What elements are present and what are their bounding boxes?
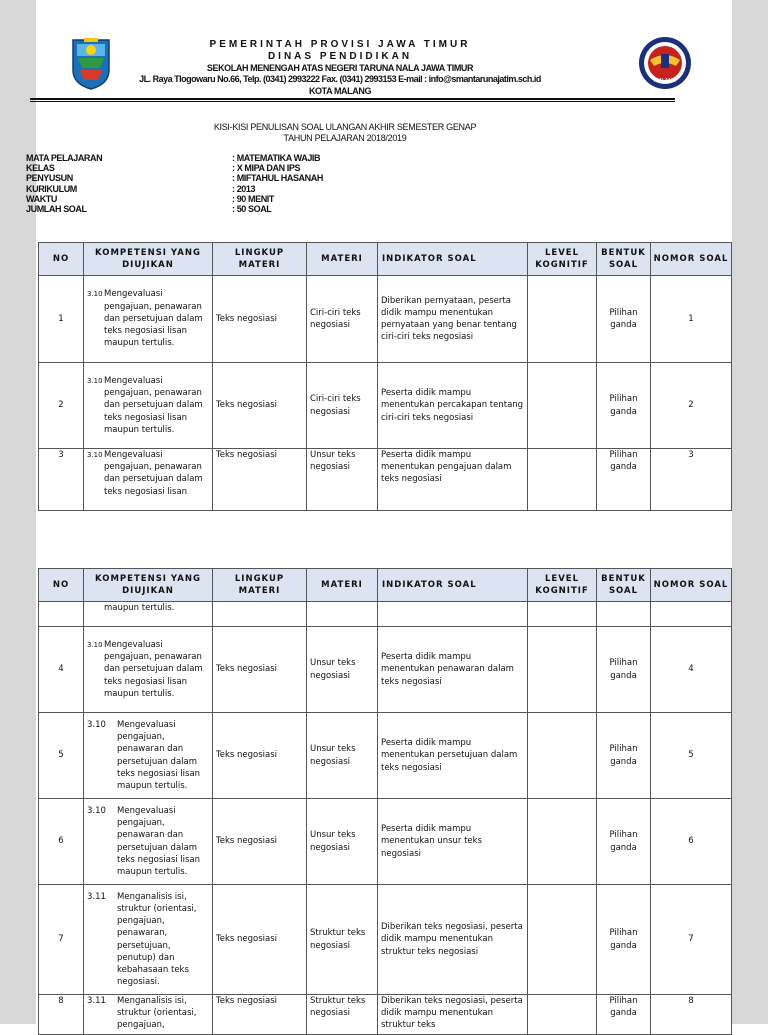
competency-code: 3.10: [87, 805, 106, 816]
indicator-cell: Peserta didik mampu menentukan persetujuan dalam teks negosiasi: [378, 713, 528, 799]
school-seal-logo: [638, 36, 692, 90]
material-cell: Unsur teks negosiasi: [307, 799, 378, 885]
scope-cell: Teks negosiasi: [213, 995, 307, 1035]
cognitive-level-cell: [528, 363, 597, 449]
continuation-cell: [307, 602, 378, 627]
header-rule-thin: [30, 101, 675, 102]
seal-text: MALANG: [654, 78, 676, 84]
continuation-cell: [597, 602, 651, 627]
row-number: 8: [39, 995, 84, 1035]
meta-value: : 2013: [232, 183, 256, 194]
indicator-cell: Peserta didik mampu menentukan percakapan tentang ciri-ciri teks negosiasi: [378, 363, 528, 449]
meta-label: PENYUSUN: [26, 173, 73, 184]
column-header: INDIKATOR SOAL: [378, 243, 528, 276]
continued-text: maupun tertulis.: [104, 603, 175, 613]
material-cell: Unsur teks negosiasi: [307, 713, 378, 799]
competency-text: Mengevaluasi pengajuan, penawaran dan persetujuan dalam teks negosiasi lisan maupun tertulis.: [104, 289, 203, 349]
document-title: KISI-KISI PENULISAN SOAL ULANGAN AKHIR SEMESTER GENAP: [213, 122, 477, 132]
table-row: [39, 363, 732, 449]
meta-label: WAKTU: [26, 193, 57, 204]
competency-text: Mengevaluasi pengajuan, penawaran dan persetujuan dalam teks negosiasi lisan maupun tertulis.: [104, 639, 203, 699]
table-row: [39, 713, 732, 799]
continuation-cell: [651, 602, 732, 627]
indicator-cell: Peserta didik mampu menentukan pengajuan dalam teks negosiasi: [378, 449, 528, 511]
material-cell: Struktur teks negosiasi: [307, 885, 378, 995]
kisi-kisi-table-1: [38, 242, 732, 511]
meta-row: [26, 163, 426, 173]
right-margin: [732, 0, 768, 1024]
column-header: NOMOR SOAL: [651, 243, 732, 276]
meta-row: [26, 173, 426, 183]
question-number-cell: 7: [651, 885, 732, 995]
table-header-row: [39, 569, 732, 602]
indicator-cell: Diberikan teks negosiasi, peserta didik mampu menentukan struktur teks negosiasi: [378, 885, 528, 995]
question-number-cell: 4: [651, 627, 732, 713]
header-rule-thick: [30, 98, 675, 100]
document-subtitle: TAHUN PELAJARAN 2018/2019: [283, 133, 407, 143]
table-row: [39, 799, 732, 885]
continuation-cell: [39, 602, 84, 627]
question-form-cell: Pilihan ganda: [597, 449, 651, 511]
header-department: DINAS PENDIDIKAN: [267, 51, 413, 62]
competency-cell: [84, 627, 213, 713]
continuation-cell: [528, 602, 597, 627]
competency-code: 3.10: [87, 640, 103, 649]
row-number: 6: [39, 799, 84, 885]
column-header: INDIKATOR SOAL: [378, 569, 528, 602]
continuation-cell: [84, 602, 213, 627]
cognitive-level-cell: [528, 276, 597, 363]
question-number-cell: 6: [651, 799, 732, 885]
table-row: [39, 449, 732, 511]
question-form-cell: Pilihan ganda: [597, 885, 651, 995]
meta-value: : MATEMATIKA WAJIB: [232, 153, 321, 163]
scope-cell: Teks negosiasi: [213, 276, 307, 363]
competency: [87, 805, 209, 878]
competency-cell: [84, 713, 213, 799]
competency-cell: [84, 449, 213, 511]
competency-text: Mengevaluasi pengajuan, penawaran dan persetujuan dalam teks negosiasi lisan maupun tertulis.: [117, 805, 201, 877]
column-header: NO: [39, 569, 84, 602]
competency-cell: [84, 885, 213, 995]
meta-row: [26, 184, 426, 194]
competency-cell: [84, 995, 213, 1035]
column-header: LEVEL KOGNITIF: [528, 243, 597, 276]
competency-code: 3.10: [87, 719, 106, 730]
column-header: MATERI: [307, 569, 378, 602]
table-row: [39, 276, 732, 363]
row-number: 3: [39, 449, 84, 511]
cognitive-level-cell: [528, 995, 597, 1035]
column-header: NO: [39, 243, 84, 276]
header-school: SEKOLAH MENENGAH ATAS NEGERI TARUNA NALA JAWA TIMUR: [206, 63, 474, 73]
competency-text: Menganalisis isi, struktur (orientasi, pengajuan, penawaran, persetujuan, penutup) dan kebahasaan teks negosiasi.: [117, 891, 197, 988]
question-form-cell: Pilihan ganda: [597, 995, 651, 1035]
competency: [87, 449, 209, 498]
indicator-cell: Peserta didik mampu menentukan unsur teks negosiasi: [378, 799, 528, 885]
indicator-cell: Diberikan pernyataan, peserta didik mampu menentukan pernyataan yang benar tentang ciri-ciri teks negosiasi: [378, 276, 528, 363]
row-number: 4: [39, 627, 84, 713]
material-cell: Unsur teks negosiasi: [307, 449, 378, 511]
competency-cell: [84, 276, 213, 363]
material-cell: Ciri-ciri teks negosiasi: [307, 363, 378, 449]
meta-value: : MIFTAHUL HASANAH: [232, 173, 323, 184]
indicator-cell: Peserta didik mampu menentukan penawaran dalam teks negosiasi: [378, 627, 528, 713]
competency-code: 3.11: [87, 891, 106, 902]
question-form-cell: Pilihan ganda: [597, 627, 651, 713]
row-number: 1: [39, 276, 84, 363]
question-number-cell: 5: [651, 713, 732, 799]
cognitive-level-cell: [528, 449, 597, 511]
competency-code: 3.11: [87, 996, 106, 1006]
competency: [87, 639, 209, 700]
column-header: BENTUK SOAL: [597, 569, 651, 602]
question-form-cell: Pilihan ganda: [597, 363, 651, 449]
competency: [87, 375, 209, 436]
column-header: KOMPETENSI YANG DIUJIKAN: [84, 569, 213, 602]
question-form-cell: Pilihan ganda: [597, 276, 651, 363]
scope-cell: Teks negosiasi: [213, 799, 307, 885]
meta-value: : 90 MENIT: [232, 193, 275, 204]
meta-value: : 50 SOAL: [232, 203, 272, 214]
cognitive-level-cell: [528, 799, 597, 885]
material-cell: Ciri-ciri teks negosiasi: [307, 276, 378, 363]
column-header: BENTUK SOAL: [597, 243, 651, 276]
meta-value: : X MIPA DAN IPS: [232, 163, 301, 174]
table-row: [39, 995, 732, 1035]
material-cell: Unsur teks negosiasi: [307, 627, 378, 713]
question-number-cell: 3: [651, 449, 732, 511]
column-header: LINGKUP MATERI: [213, 569, 307, 602]
header-address: JL. Raya Tlogowaru No.66, Telp. (0341) 2993222 Fax. (0341) 2993153 E-mail : info@smantarunajatim.sch.id: [139, 74, 541, 84]
column-header: NOMOR SOAL: [651, 569, 732, 602]
table-header-row: [39, 243, 732, 276]
table-row: [39, 627, 732, 713]
row-number: 5: [39, 713, 84, 799]
competency-cell: [84, 799, 213, 885]
row-number: 2: [39, 363, 84, 449]
meta-label: JUMLAH SOAL: [26, 203, 87, 214]
cognitive-level-cell: [528, 713, 597, 799]
competency-cell: [84, 363, 213, 449]
column-header: LINGKUP MATERI: [213, 243, 307, 276]
column-header: MATERI: [307, 243, 378, 276]
scope-cell: Teks negosiasi: [213, 885, 307, 995]
scope-cell: Teks negosiasi: [213, 627, 307, 713]
indicator-cell: Diberikan teks negosiasi, peserta didik mampu menentukan struktur teks: [378, 995, 528, 1035]
competency-code: 3.10: [87, 290, 103, 299]
competency-text: Mengevaluasi pengajuan, penawaran dan persetujuan dalam teks negosiasi lisan maupun tertulis.: [117, 719, 201, 791]
header-government: PEMERINTAH PROVISI JAWA TIMUR: [209, 39, 471, 50]
meta-row: [26, 204, 426, 214]
competency-text: Mengevaluasi pengajuan, penawaran dan persetujuan dalam teks negosiasi lisan: [104, 450, 203, 497]
continuation-cell: [213, 602, 307, 627]
question-number-cell: 2: [651, 363, 732, 449]
meta-label: MATA PELAJARAN: [26, 153, 103, 163]
competency-text: Mengevaluasi pengajuan, penawaran dan persetujuan dalam teks negosiasi lisan maupun tertulis.: [104, 375, 203, 435]
competency-code: 3.10: [87, 376, 103, 385]
competency: [87, 719, 209, 792]
header-city: KOTA MALANG: [308, 86, 372, 96]
meta-label: KELAS: [26, 163, 55, 174]
question-number-cell: 8: [651, 995, 732, 1035]
meta-label: KURIKULUM: [26, 183, 77, 194]
competency-text: Menganalisis isi, struktur (orientasi, pengajuan,: [117, 996, 197, 1031]
competency: [87, 995, 209, 1032]
competency: [87, 288, 209, 349]
meta-info: [26, 153, 426, 214]
kisi-kisi-table-2: [38, 568, 732, 1035]
cognitive-level-cell: [528, 885, 597, 995]
competency-code: 3.10: [87, 451, 103, 459]
row-number: 7: [39, 885, 84, 995]
question-form-cell: Pilihan ganda: [597, 799, 651, 885]
question-form-cell: Pilihan ganda: [597, 713, 651, 799]
column-header: LEVEL KOGNITIF: [528, 569, 597, 602]
competency: [87, 891, 209, 989]
question-number-cell: 1: [651, 276, 732, 363]
scope-cell: Teks negosiasi: [213, 449, 307, 511]
meta-row: [26, 194, 426, 204]
table-row: [39, 885, 732, 995]
cognitive-level-cell: [528, 627, 597, 713]
scope-cell: Teks negosiasi: [213, 363, 307, 449]
continuation-cell: [378, 602, 528, 627]
continuation-row: [39, 602, 732, 627]
column-header: KOMPETENSI YANG DIUJIKAN: [84, 243, 213, 276]
material-cell: Struktur teks negosiasi: [307, 995, 378, 1035]
meta-row: [26, 153, 426, 163]
scope-cell: Teks negosiasi: [213, 713, 307, 799]
